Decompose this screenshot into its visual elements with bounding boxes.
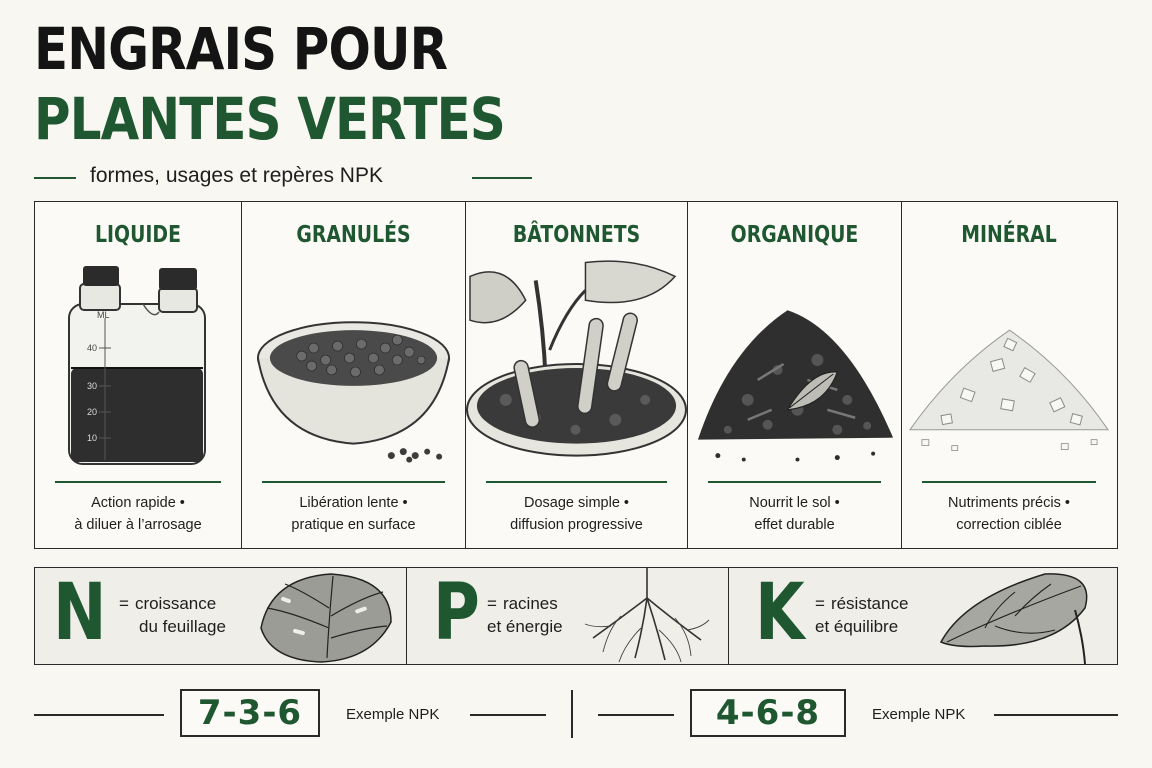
npk-example-value: 4-6-8 (690, 689, 846, 737)
npk-meaning (487, 592, 563, 638)
npk-example-label: Exemple NPK (872, 706, 966, 723)
npk-example-label: Exemple NPK (346, 706, 440, 723)
scale-tick-label: 20 (87, 407, 98, 417)
npk-cell-k (728, 568, 1116, 664)
form-divider (55, 481, 221, 483)
mineral-crystals-icon (902, 260, 1116, 470)
npk-letter: P (433, 568, 480, 658)
form-card-liquide (35, 202, 241, 548)
scale-tick-label: 40 (87, 343, 98, 353)
npk-meaning-line-2: et énergie (487, 617, 563, 636)
form-desc-line-2: à diluer à l’arrosage (74, 517, 202, 533)
form-description (688, 492, 901, 536)
scale-tick-label: 30 (87, 381, 98, 391)
subtitle-rule-right (472, 177, 532, 179)
form-divider (922, 481, 1096, 483)
npk-equals: = (815, 594, 825, 613)
scale-tick-label: 10 (87, 433, 98, 443)
npk-meaning-line-2: du feuillage (139, 617, 226, 636)
form-desc-line-1: Libération lente • (299, 495, 408, 511)
form-card-mineral (901, 202, 1116, 548)
npk-meaning-line-1: résistance (830, 594, 909, 613)
form-desc-line-2: pratique en surface (291, 517, 416, 533)
form-divider (708, 481, 881, 483)
monstera-leaf-icon (251, 568, 401, 664)
form-desc-line-2: effet durable (754, 517, 835, 533)
form-card-granules (241, 202, 465, 548)
fertilizer-forms-grid (34, 201, 1118, 549)
form-title: LIQUIDE (95, 222, 181, 248)
scale-unit-label: ML (97, 310, 110, 320)
organic-compost-icon (688, 260, 901, 470)
npk-letter: N (53, 568, 107, 658)
form-desc-line-1: Nourrit le sol • (749, 495, 840, 511)
form-divider (262, 481, 445, 483)
form-desc-line-2: correction ciblée (956, 517, 1062, 533)
example-rule (470, 714, 546, 716)
npk-meaning (119, 592, 226, 638)
form-title: GRANULÉS (296, 222, 411, 248)
example-rule (34, 714, 164, 716)
form-desc-line-1: Action rapide • (91, 495, 185, 511)
npk-meaning-line-2: et équilibre (815, 617, 899, 636)
form-title: MINÉRAL (961, 222, 1057, 248)
example-rule (994, 714, 1118, 716)
npk-examples-row (0, 680, 1152, 750)
form-description (902, 492, 1116, 536)
subtitle-rule-left (34, 177, 76, 179)
npk-equals: = (487, 594, 497, 613)
granules-bowl-icon (242, 260, 465, 470)
form-desc-line-2: diffusion progressive (510, 517, 643, 533)
title-line-2: PLANTES VERTES (34, 85, 505, 153)
npk-equals: = (119, 594, 129, 613)
examples-divider (571, 690, 573, 738)
npk-letter: K (755, 568, 805, 658)
npk-example-value: 7-3-6 (180, 689, 320, 737)
form-card-batonnets (465, 202, 687, 548)
form-description (466, 492, 687, 536)
liquid-bottle-icon (35, 260, 241, 470)
example-rule (598, 714, 674, 716)
npk-legend-band (34, 567, 1118, 665)
form-description (242, 492, 465, 536)
form-card-organique (687, 202, 901, 548)
fertilizer-sticks-icon (466, 260, 687, 470)
form-title: ORGANIQUE (730, 222, 859, 248)
form-desc-line-1: Nutriments précis • (948, 495, 1070, 511)
npk-cell-p (406, 568, 728, 664)
subtitle-row (34, 164, 534, 190)
heart-leaf-icon (935, 568, 1105, 664)
form-title: BÂTONNETS (512, 222, 641, 248)
subtitle: formes, usages et repères NPK (90, 164, 383, 187)
npk-cell-n (35, 568, 406, 664)
npk-meaning (815, 592, 908, 638)
form-description (35, 492, 241, 536)
title-line-1: ENGRAIS POUR (34, 15, 448, 83)
form-desc-line-1: Dosage simple • (523, 495, 629, 511)
npk-meaning-line-1: racines (502, 594, 558, 613)
form-divider (486, 481, 667, 483)
roots-icon (581, 568, 711, 664)
npk-meaning-line-1: croissance (134, 594, 217, 613)
